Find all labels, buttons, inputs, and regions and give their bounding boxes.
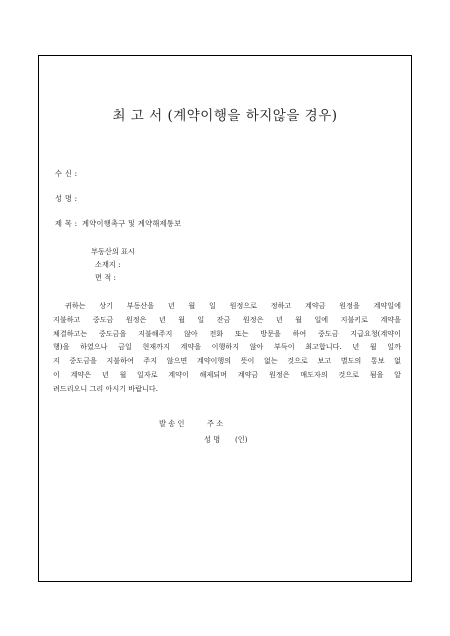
- document-title: 최 고 서 (계약이행을 하지않을 경우): [112, 108, 338, 124]
- property-area-label: 면 적 :: [95, 273, 116, 282]
- notice-body: [53, 299, 401, 396]
- document-frame: [38, 55, 412, 582]
- body-line: 지 중도금을 지불하여 주지 않으면 계약이행의 뜻이 없는 것으로 보고 별도의 통보 없: [53, 356, 401, 366]
- property-location-label: 소재지 :: [95, 260, 121, 269]
- body-line: 귀하는 상기 부동산을 년 월 일 원정으로 정하고 계약금 원정을 계약일에: [65, 301, 401, 310]
- subject-field: [55, 219, 181, 229]
- body-line: 체결하고는 중도금을 지불해주지 않아 전화 또는 방문을 하여 중도금 지급요청(계약이: [53, 328, 401, 338]
- subject-value: 계약이행촉구 및 계약해제통보: [81, 219, 182, 228]
- sender-name-label: 성 명: [204, 435, 221, 444]
- subject-label: 제 목 :: [55, 219, 78, 228]
- body-line: 지불하고 중도금 원정은 년 월 일 잔금 원정은 년 월 일에 지불키로 계약을: [53, 314, 401, 324]
- recipient-field: [55, 169, 82, 179]
- name-label: 성 명 :: [55, 194, 78, 203]
- name-field: [55, 194, 82, 204]
- body-line: 행)을 하였으나 금일 현재까지 계약을 이행하지 않아 부득이 최고합니다. 년 월 일까: [53, 342, 401, 352]
- sender-address-label: 주 소: [207, 419, 224, 428]
- sender-label: 발 송 인: [159, 419, 185, 428]
- recipient-label: 수 신 :: [55, 169, 78, 178]
- body-line: 려드리오니 그리 아시기 바랍니다.: [53, 383, 158, 393]
- sender-seal: (인): [235, 435, 248, 444]
- property-heading: 부동산의 표시: [91, 247, 135, 256]
- body-line: 이 계약은 년 월 일자로 계약이 해제되며 계약금 원정은 매도자의 것으로 됨을 알: [53, 369, 401, 379]
